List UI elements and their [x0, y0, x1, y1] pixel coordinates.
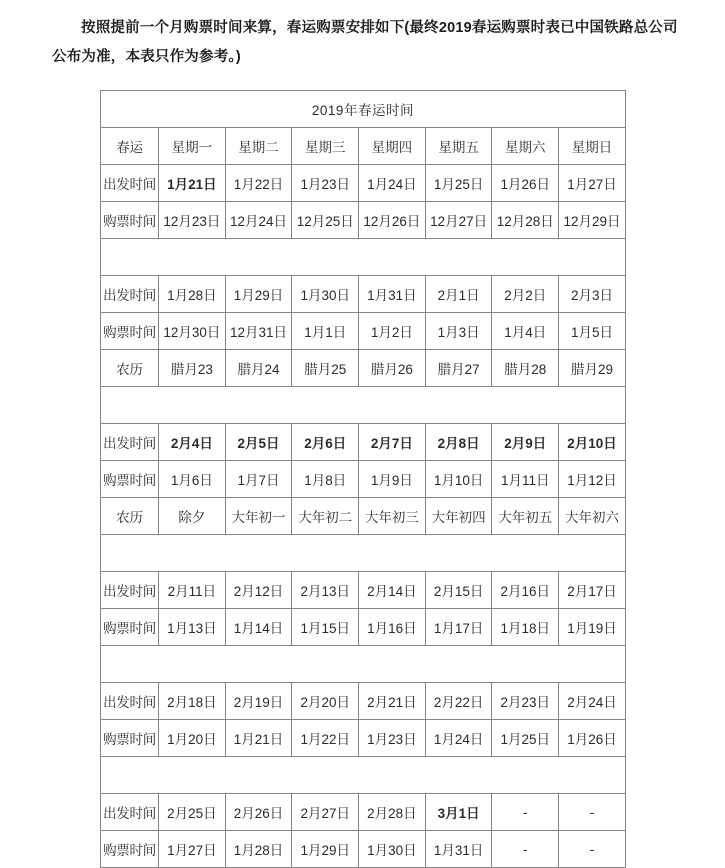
cell-2-3-2: 腊月24 [225, 350, 292, 387]
cell-1-2-7: 12月29日 [559, 202, 626, 239]
cell-4-2-1: 1月13日 [159, 609, 226, 646]
cell-3-2-7: 1月12日 [559, 461, 626, 498]
header-day-2: 星期二 [225, 128, 292, 165]
table-row [101, 424, 626, 461]
cell-4-2-6: 1月18日 [492, 609, 559, 646]
row-label-2-3: 农历 [101, 350, 159, 387]
cell-5-1-2: 2月19日 [225, 683, 292, 720]
cell-5-2-7: 1月26日 [559, 720, 626, 757]
block-spacer-cell [101, 387, 626, 424]
block-spacer-row [101, 535, 626, 572]
cell-3-1-6: 2月9日 [492, 424, 559, 461]
cell-3-3-1: 除夕 [159, 498, 226, 535]
cell-2-3-4: 腊月26 [359, 350, 426, 387]
cell-1-1-2: 1月22日 [225, 165, 292, 202]
block-spacer-row [101, 239, 626, 276]
cell-3-1-5: 2月8日 [425, 424, 492, 461]
cell-1-2-2: 12月24日 [225, 202, 292, 239]
cell-3-1-3: 2月6日 [292, 424, 359, 461]
cell-3-2-5: 1月10日 [425, 461, 492, 498]
cell-3-1-1: 2月4日 [159, 424, 226, 461]
cell-2-2-6: 1月4日 [492, 313, 559, 350]
cell-4-2-5: 1月17日 [425, 609, 492, 646]
block-spacer-cell [101, 239, 626, 276]
cell-5-1-5: 2月22日 [425, 683, 492, 720]
cell-6-2-4: 1月30日 [359, 831, 426, 868]
cell-4-1-6: 2月16日 [492, 572, 559, 609]
cell-4-1-2: 2月12日 [225, 572, 292, 609]
cell-2-1-5: 2月1日 [425, 276, 492, 313]
cell-5-2-4: 1月23日 [359, 720, 426, 757]
row-label-6-2: 购票时间 [101, 831, 159, 868]
table-title-row [101, 91, 626, 128]
cell-4-1-5: 2月15日 [425, 572, 492, 609]
cell-2-1-4: 1月31日 [359, 276, 426, 313]
block-spacer-cell [101, 535, 626, 572]
block-spacer-cell [101, 757, 626, 794]
schedule-table-container [100, 90, 625, 868]
cell-6-1-1: 2月25日 [159, 794, 226, 831]
cell-3-2-4: 1月9日 [359, 461, 426, 498]
cell-4-2-3: 1月15日 [292, 609, 359, 646]
cell-2-3-5: 腊月27 [425, 350, 492, 387]
cell-4-1-4: 2月14日 [359, 572, 426, 609]
cell-2-2-1: 12月30日 [159, 313, 226, 350]
table-row [101, 461, 626, 498]
cell-4-1-1: 2月11日 [159, 572, 226, 609]
cell-5-2-6: 1月25日 [492, 720, 559, 757]
cell-3-2-2: 1月7日 [225, 461, 292, 498]
cell-6-2-5: 1月31日 [425, 831, 492, 868]
row-label-4-1: 出发时间 [101, 572, 159, 609]
spring-festival-schedule-table [100, 90, 626, 868]
cell-1-1-1: 1月21日 [159, 165, 226, 202]
cell-6-1-3: 2月27日 [292, 794, 359, 831]
cell-2-2-2: 12月31日 [225, 313, 292, 350]
table-row [101, 794, 626, 831]
table-row [101, 683, 626, 720]
row-label-3-2: 购票时间 [101, 461, 159, 498]
cell-6-2-1: 1月27日 [159, 831, 226, 868]
cell-3-3-7: 大年初六 [559, 498, 626, 535]
cell-2-3-6: 腊月28 [492, 350, 559, 387]
table-row [101, 609, 626, 646]
row-label-3-3: 农历 [101, 498, 159, 535]
table-row [101, 350, 626, 387]
cell-1-2-4: 12月26日 [359, 202, 426, 239]
header-day-4: 星期四 [359, 128, 426, 165]
cell-1-1-6: 1月26日 [492, 165, 559, 202]
cell-3-3-5: 大年初四 [425, 498, 492, 535]
cell-1-2-6: 12月28日 [492, 202, 559, 239]
cell-1-1-5: 1月25日 [425, 165, 492, 202]
cell-1-1-3: 1月23日 [292, 165, 359, 202]
row-label-6-1: 出发时间 [101, 794, 159, 831]
block-spacer-row [101, 387, 626, 424]
cell-3-3-6: 大年初五 [492, 498, 559, 535]
cell-2-3-1: 腊月23 [159, 350, 226, 387]
block-spacer-cell [101, 646, 626, 683]
header-corner-label: 春运 [101, 128, 159, 165]
cell-5-2-2: 1月21日 [225, 720, 292, 757]
header-day-5: 星期五 [425, 128, 492, 165]
cell-3-3-2: 大年初一 [225, 498, 292, 535]
cell-2-1-2: 1月29日 [225, 276, 292, 313]
table-row [101, 165, 626, 202]
cell-1-2-3: 12月25日 [292, 202, 359, 239]
cell-2-2-4: 1月2日 [359, 313, 426, 350]
cell-5-2-5: 1月24日 [425, 720, 492, 757]
table-row [101, 831, 626, 868]
cell-5-1-1: 2月18日 [159, 683, 226, 720]
cell-6-1-6: - [492, 794, 559, 831]
cell-2-1-3: 1月30日 [292, 276, 359, 313]
table-row [101, 572, 626, 609]
schedule-table-body [101, 91, 626, 868]
cell-6-2-3: 1月29日 [292, 831, 359, 868]
cell-2-3-3: 腊月25 [292, 350, 359, 387]
cell-6-1-4: 2月28日 [359, 794, 426, 831]
cell-3-2-6: 1月11日 [492, 461, 559, 498]
cell-1-2-5: 12月27日 [425, 202, 492, 239]
cell-5-2-3: 1月22日 [292, 720, 359, 757]
header-day-3: 星期三 [292, 128, 359, 165]
page-intro-paragraph: 按照提前一个月购票时间来算，春运购票安排如下(最终2019春运购票时表已中国铁路总公司公布为准，本表只作为参考。) [52, 20, 678, 65]
cell-1-1-4: 1月24日 [359, 165, 426, 202]
row-label-2-1: 出发时间 [101, 276, 159, 313]
block-spacer-row [101, 646, 626, 683]
cell-4-2-2: 1月14日 [225, 609, 292, 646]
cell-4-2-7: 1月19日 [559, 609, 626, 646]
row-label-2-2: 购票时间 [101, 313, 159, 350]
cell-5-1-3: 2月20日 [292, 683, 359, 720]
cell-1-1-7: 1月27日 [559, 165, 626, 202]
cell-6-2-7: - [559, 831, 626, 868]
cell-6-1-5: 3月1日 [425, 794, 492, 831]
cell-4-1-7: 2月17日 [559, 572, 626, 609]
table-row [101, 313, 626, 350]
cell-2-2-3: 1月1日 [292, 313, 359, 350]
cell-3-1-4: 2月7日 [359, 424, 426, 461]
cell-3-2-1: 1月6日 [159, 461, 226, 498]
cell-1-2-1: 12月23日 [159, 202, 226, 239]
row-label-4-2: 购票时间 [101, 609, 159, 646]
cell-2-1-7: 2月3日 [559, 276, 626, 313]
cell-4-2-4: 1月16日 [359, 609, 426, 646]
cell-3-2-3: 1月8日 [292, 461, 359, 498]
cell-6-2-2: 1月28日 [225, 831, 292, 868]
cell-4-1-3: 2月13日 [292, 572, 359, 609]
row-label-3-1: 出发时间 [101, 424, 159, 461]
cell-3-1-7: 2月10日 [559, 424, 626, 461]
table-row [101, 202, 626, 239]
header-day-1: 星期一 [159, 128, 226, 165]
table-title: 2019年春运时间 [101, 91, 626, 128]
cell-6-1-7: - [559, 794, 626, 831]
header-day-6: 星期六 [492, 128, 559, 165]
cell-3-3-3: 大年初二 [292, 498, 359, 535]
cell-6-2-6: - [492, 831, 559, 868]
row-label-5-1: 出发时间 [101, 683, 159, 720]
cell-5-2-1: 1月20日 [159, 720, 226, 757]
table-row [101, 498, 626, 535]
header-day-7: 星期日 [559, 128, 626, 165]
cell-2-1-1: 1月28日 [159, 276, 226, 313]
cell-2-2-5: 1月3日 [425, 313, 492, 350]
cell-2-1-6: 2月2日 [492, 276, 559, 313]
row-label-1-1: 出发时间 [101, 165, 159, 202]
row-label-5-2: 购票时间 [101, 720, 159, 757]
row-label-1-2: 购票时间 [101, 202, 159, 239]
cell-5-1-6: 2月23日 [492, 683, 559, 720]
block-spacer-row [101, 757, 626, 794]
cell-2-3-7: 腊月29 [559, 350, 626, 387]
table-row [101, 276, 626, 313]
cell-6-1-2: 2月26日 [225, 794, 292, 831]
cell-5-1-7: 2月24日 [559, 683, 626, 720]
table-row [101, 720, 626, 757]
cell-3-1-2: 2月5日 [225, 424, 292, 461]
cell-3-3-4: 大年初三 [359, 498, 426, 535]
table-header-row [101, 128, 626, 165]
cell-2-2-7: 1月5日 [559, 313, 626, 350]
cell-5-1-4: 2月21日 [359, 683, 426, 720]
